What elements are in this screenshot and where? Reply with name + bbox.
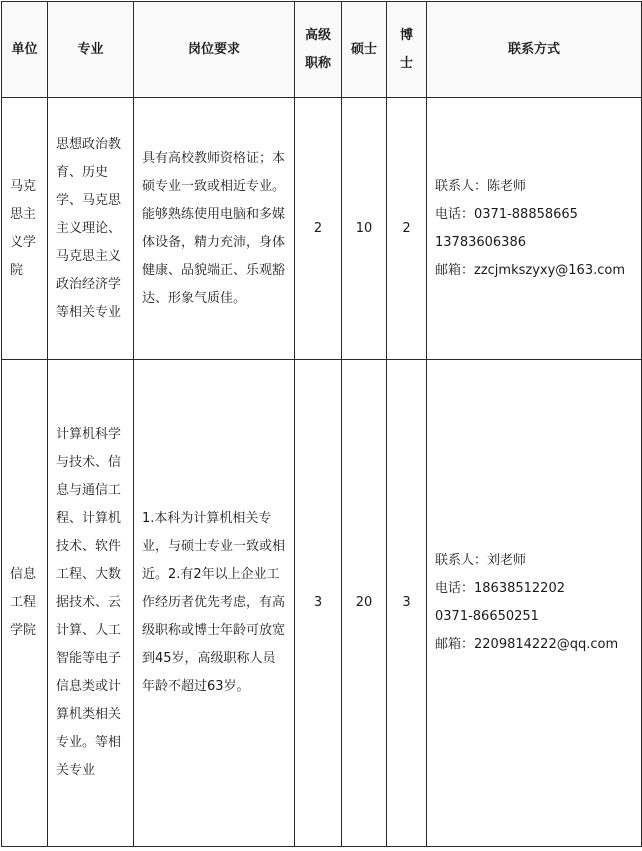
header-requirements: 岗位要求 <box>134 2 295 98</box>
header-master: 硕士 <box>342 2 387 98</box>
cell-senior-title: 3 <box>295 360 342 847</box>
header-unit: 单位 <box>2 2 48 98</box>
cell-master: 20 <box>342 360 387 847</box>
recruitment-table <box>1 1 642 847</box>
cell-contact <box>427 98 642 360</box>
contact-email: 邮箱：zzcjmkszyxy@163.com <box>435 262 625 278</box>
contact-phone-alt: 0371-86650251 <box>435 609 539 624</box>
contact-person: 联系人：刘老师 <box>435 553 527 568</box>
header-contact: 联系方式 <box>427 2 642 98</box>
cell-unit: 马克思主义学院 <box>2 98 48 360</box>
cell-doctor: 3 <box>387 360 427 847</box>
cell-requirements: 1.本科为计算机相关专业，与硕士专业一致或相近。2.有2年以上企业工作经历者优先考虑，有高级职称或博士年龄可放宽到45岁，高级职称人员年龄不超过63岁。 <box>134 360 295 847</box>
cell-senior-title: 2 <box>295 98 342 360</box>
table-row <box>2 98 642 360</box>
cell-unit: 信息工程学院 <box>2 360 48 847</box>
contact-phone: 电话：0371-88858665 <box>435 206 578 222</box>
contact-email: 邮箱：2209814222@qq.com <box>435 637 619 652</box>
contact-person: 联系人：陈老师 <box>435 178 527 194</box>
cell-major: 计算机科学与技术、信息与通信工程、计算机技术、软件工程、大数据技术、云计算、人工智能等电子信息类或计算机类相关专业。等相关专业 <box>48 360 134 847</box>
contact-phone: 电话：18638512202 <box>435 581 565 596</box>
header-senior-title: 高级职称 <box>295 2 342 98</box>
cell-contact <box>427 360 642 847</box>
cell-major: 思想政治教育、历史学、马克思主义理论、马克思主义政治经济学等相关专业 <box>48 98 134 360</box>
cell-doctor: 2 <box>387 98 427 360</box>
cell-requirements: 具有高校教师资格证；本硕专业一致或相近专业。能够熟练使用电脑和多媒体设备，精力充沛，身体健康、品貌端正、乐观豁达、形象气质佳。 <box>134 98 295 360</box>
header-row <box>2 2 642 98</box>
header-major: 专业 <box>48 2 134 98</box>
header-doctor: 博士 <box>387 2 427 98</box>
contact-phone-alt: 13783606386 <box>435 234 526 250</box>
table-row <box>2 360 642 847</box>
cell-master: 10 <box>342 98 387 360</box>
